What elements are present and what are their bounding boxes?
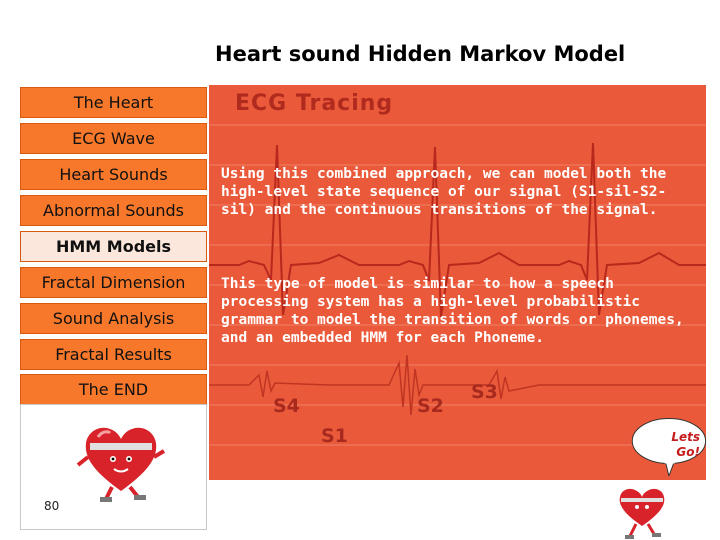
nav-item-the-end[interactable]: The END	[20, 374, 207, 405]
sound-label-s1: S1	[321, 425, 348, 447]
bubble-text-line1: Lets	[671, 430, 700, 444]
bubble-text-line2: Go!	[676, 445, 700, 459]
nav-item-fractal-results[interactable]: Fractal Results	[20, 339, 207, 370]
nav-item-heart-sounds[interactable]: Heart Sounds	[20, 159, 207, 190]
running-heart-icon	[76, 413, 166, 503]
paragraph-speech-analogy: This type of model is similar to how a speech processing system has a high-level probabilistic grammar to model the transition of words or phonemes, and an embedded HMM for each Phoneme.	[221, 276, 684, 346]
nav-item-ecg-wave[interactable]: ECG Wave	[20, 123, 207, 154]
paragraph-combined-approach: Using this combined approach, we can model both the high-level state sequence of our signal (S1-sil-S2-sil) and the continuous transitions of the signal.	[221, 166, 667, 218]
small-running-heart-icon	[612, 482, 672, 540]
ecg-image-caption: ECG Tracing	[235, 91, 394, 116]
nav-item-abnormal-sounds[interactable]: Abnormal Sounds	[20, 195, 207, 226]
sound-label-s2: S2	[417, 395, 444, 417]
slide-title: Heart sound Hidden Markov Model	[215, 42, 626, 66]
page-number: 80	[44, 499, 60, 513]
nav-item-sound-analysis[interactable]: Sound Analysis	[20, 303, 207, 334]
nav-item-the-heart[interactable]: The Heart	[20, 87, 207, 118]
bubble-text	[640, 430, 700, 460]
nav-item-fractal-dimension[interactable]: Fractal Dimension	[20, 267, 207, 298]
sound-label-s4: S4	[273, 395, 300, 417]
sound-label-s3: S3	[471, 381, 498, 403]
nav-item-hmm-models[interactable]: HMM Models	[20, 231, 207, 262]
